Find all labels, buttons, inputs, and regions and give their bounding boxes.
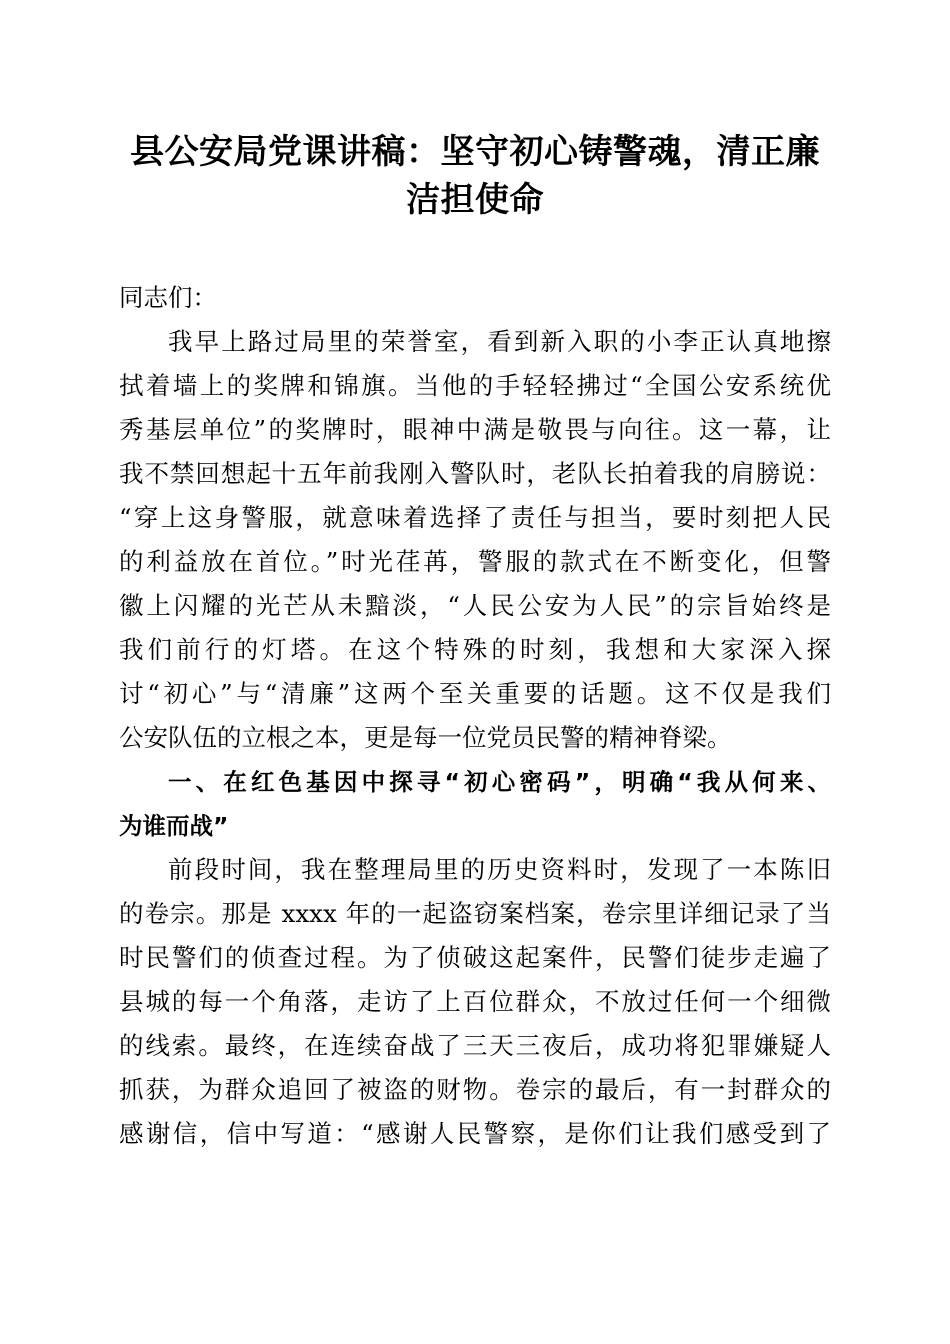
title-line: 县公安局党课讲稿：坚守初心铸警魂，清正廉 xyxy=(130,132,820,172)
paragraph-line: 抓获，为群众追回了被盗的财物。卷宗的最后，有一封群众的 xyxy=(119,1075,831,1104)
document-title xyxy=(119,128,831,224)
paragraph-line: 徽上闪耀的光芒从未黯淡，“人民公安为人民”的宗旨始终是 xyxy=(119,591,831,620)
paragraph-line: 的线索。最终，在连续奋战了三天三夜后，成功将犯罪嫌疑人 xyxy=(119,1031,831,1060)
paragraph-line: 我们前行的灯塔。在这个特殊的时刻，我想和大家深入探 xyxy=(119,635,831,664)
paragraph-line: “穿上这身警服，就意味着选择了责任与担当，要时刻把人民 xyxy=(119,503,831,532)
paragraph-intro xyxy=(119,320,831,760)
paragraph-line: 公安队伍的立根之本，更是每一位党员民警的精神脊梁。 xyxy=(119,723,732,752)
paragraph-line: 的利益放在首位。”时光荏苒，警服的款式在不断变化，但警 xyxy=(119,547,831,576)
document-body xyxy=(119,276,831,1156)
paragraph-line: 县城的每一个角落，走访了上百位群众，不放过任何一个细微 xyxy=(119,987,831,1016)
title-line: 洁担使命 xyxy=(406,180,544,220)
salutation: 同志们： xyxy=(119,283,217,312)
paragraph-line: 时民警们的侦查过程。为了侦破这起案件，民警们徒步走遍了 xyxy=(119,943,831,972)
document-page xyxy=(119,128,831,1156)
section-heading-1 xyxy=(119,760,831,848)
paragraph-line: 秀基层单位”的奖牌时，眼神中满是敬畏与向往。这一幕，让 xyxy=(119,415,831,444)
paragraph-line: 感谢信，信中写道：“感谢人民警察，是你们让我们感受到了 xyxy=(119,1119,831,1148)
paragraph-line: 我早上路过局里的荣誉室，看到新入职的小李正认真地擦 xyxy=(168,327,831,356)
paragraph-line: 讨“初心”与“清廉”这两个至关重要的话题。这不仅是我们 xyxy=(119,679,831,708)
paragraph-line: 前段时间，我在整理局里的历史资料时，发现了一本陈旧 xyxy=(168,855,831,884)
paragraph-archive xyxy=(119,848,831,1156)
paragraph-line: 的卷宗。那是 xxxx 年的一起盗窃案档案，卷宗里详细记录了当 xyxy=(119,899,831,928)
paragraph-line: 拭着墙上的奖牌和锦旗。当他的手轻轻拂过“全国公安系统优 xyxy=(119,371,831,400)
heading-line: 一、在红色基因中探寻“初心密码”，明确“我从何来、 xyxy=(168,768,831,796)
heading-line: 为谁而战” xyxy=(119,812,229,840)
paragraph-line: 我不禁回想起十五年前我刚入警队时，老队长拍着我的肩膀说： xyxy=(119,459,831,488)
